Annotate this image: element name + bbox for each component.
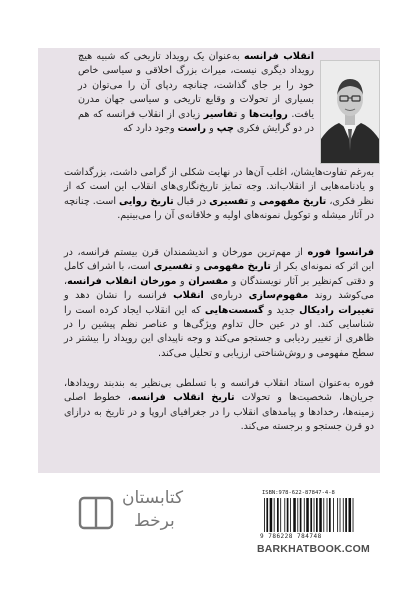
barcode-bar: [310, 498, 312, 532]
emphasis-term: انقلاب: [173, 290, 204, 302]
barcode-bar: [284, 498, 285, 532]
emphasis-term: فرانسوا فوره: [307, 247, 374, 258]
barcode-bar: [297, 498, 298, 532]
emphasis-term: راست: [177, 123, 207, 135]
emphasis-term: مورخان انقلاب فرانسه: [67, 275, 177, 287]
barcode-bar: [349, 498, 352, 532]
author-photo: [320, 60, 380, 164]
publisher-subname: برخط: [134, 511, 175, 531]
barcode: [262, 498, 360, 532]
emphasis-term: تفسیری: [153, 261, 193, 273]
emphasis-term: تغییرات رادیکال: [299, 304, 374, 316]
emphasis-term: مفهوم‌سازی: [248, 290, 309, 302]
paragraph-intro: انقلاب فرانسه به‌عنوان یک رویداد تاریخی که شبیه هیچ رویداد دیگری نیست، میراث بزرگ اخلاقی و سیاسی خاص خود را بر جای گذاشت، چنانچه ردپای آن را می‌توان در بسیاری از تحولات و وقایع تاریخی و سیاسی جهان مدرن یافت. روایت‌ها و تفاسیر زیادی از انقلاب فرانسه که هم در دو گرایش فکری چپ و راست وجود دارد که: [78, 51, 315, 135]
emphasis-term: گسست‌هایی: [204, 304, 264, 316]
barcode-bar: [314, 498, 315, 532]
barcode-bar: [343, 498, 344, 532]
emphasis-term: تاریخ مفهومی: [258, 195, 327, 207]
book-icon: [78, 495, 114, 531]
barcode-bar: [340, 498, 341, 532]
barcode-bar: [353, 498, 354, 532]
barcode-bar: [306, 498, 309, 532]
emphasis-term: چپ: [216, 123, 234, 135]
emphasis-term: تاریخ انقلاب فرانسه: [131, 392, 235, 404]
emphasis-term: تاریخ روایی: [119, 195, 174, 207]
emphasis-term: تاریخ مفهومی: [203, 261, 271, 273]
paragraph-furet: فرانسوا فوره از مهم‌ترین مورخان و اندیشمندان قرن بیستم فرانسه، در این اثر که نمونه‌ای بکر از تاریخ مفهومی و تفسیری است، با اشراف کامل و دقتی کم‌نظیر بر آثار نویسندگان و مفسران و مورخان انقلاب فرانسه، می‌کوشد روند مفهوم‌سازی درباره‌ی انقلاب فرانسه را نشان دهد و تغییرات رادیکال جدید و گسست‌هایی که این انقلاب ایجاد کرده است را شناسایی کند. او در عین حال تداوم ویژگی‌ها و عناصر نظم پیشین را در ظاهری از تغییر ردیابی و جستجو می‌کند و وجه ناپیدای این رویداد را بیشتر در سطح مفهومی و روش‌شناختی ارزیابی و تحلیل می‌کند.: [64, 247, 375, 359]
emphasis-term: تفاسیر: [203, 108, 238, 120]
barcode-bar: [319, 498, 322, 532]
barcode-bar: [327, 498, 328, 532]
barcode-bar: [290, 498, 291, 532]
barcode-bar: [337, 498, 338, 532]
emphasis-term: انقلاب فرانسه: [244, 51, 314, 62]
paragraph-summary: فوره به‌عنوان استاد انقلاب فرانسه و با تسلطی بی‌نظیر به بندبند رویدادها، جریان‌ها، شخصیت‌ها و تحولات تاریخ انقلاب فرانسه، خطوط اصلی زمینه‌ها، رخدادها و پیامدهای انقلاب را در جغرافیای اروپا و در تاریخ به درازای دو قرن جستجو و برجسته می‌کند.: [64, 378, 374, 433]
barcode-bar: [323, 498, 324, 532]
emphasis-term: مفسران: [188, 275, 229, 287]
paragraph-intro-continued: به‌رغم تفاوت‌هایشان، اغلب آن‌ها در نهایت شکلی از گرامی داشت، بزرگداشت و یادنامه‌هایی از انقلاب‌اند. وجه تمایز تاریخ‌نگاری‌های انقلاب این است که از نظر فکری، تاریخ مفهومی و تفسیری در قبال تاریخ روایی است. چنانچه در آثار میشله و توکویل نمونه‌های اولیه و خلاقانه‌ی آن را می‌بینیم.: [64, 167, 374, 222]
publisher-logo: [78, 488, 238, 538]
barcode-bar: [316, 498, 318, 532]
barcode-bar: [345, 498, 347, 532]
barcode-bar: [270, 498, 273, 532]
author-portrait-icon: [321, 61, 379, 163]
barcode-bar: [329, 498, 331, 532]
publisher-website: BARKHATBOOK.COM: [256, 543, 370, 555]
publisher-name: کتابستان: [122, 488, 184, 508]
barcode-bar: [266, 498, 268, 532]
barcode-bar: [293, 498, 296, 532]
barcode-bar: [300, 498, 302, 532]
emphasis-term: روایت‌ها: [248, 108, 288, 120]
barcode-bar: [333, 498, 334, 532]
barcode-bar: [264, 498, 265, 532]
emphasis-term: تفسیری: [209, 195, 249, 207]
barcode-digits: 9 786228 784748: [260, 533, 322, 540]
barcode-bar: [287, 498, 289, 532]
barcode-bar: [280, 498, 281, 532]
barcode-bar: [274, 498, 275, 532]
isbn-label: ISBN:978-622-87847-4-8: [262, 490, 335, 496]
barcode-bar: [277, 498, 279, 532]
barcode-bar: [304, 498, 305, 532]
